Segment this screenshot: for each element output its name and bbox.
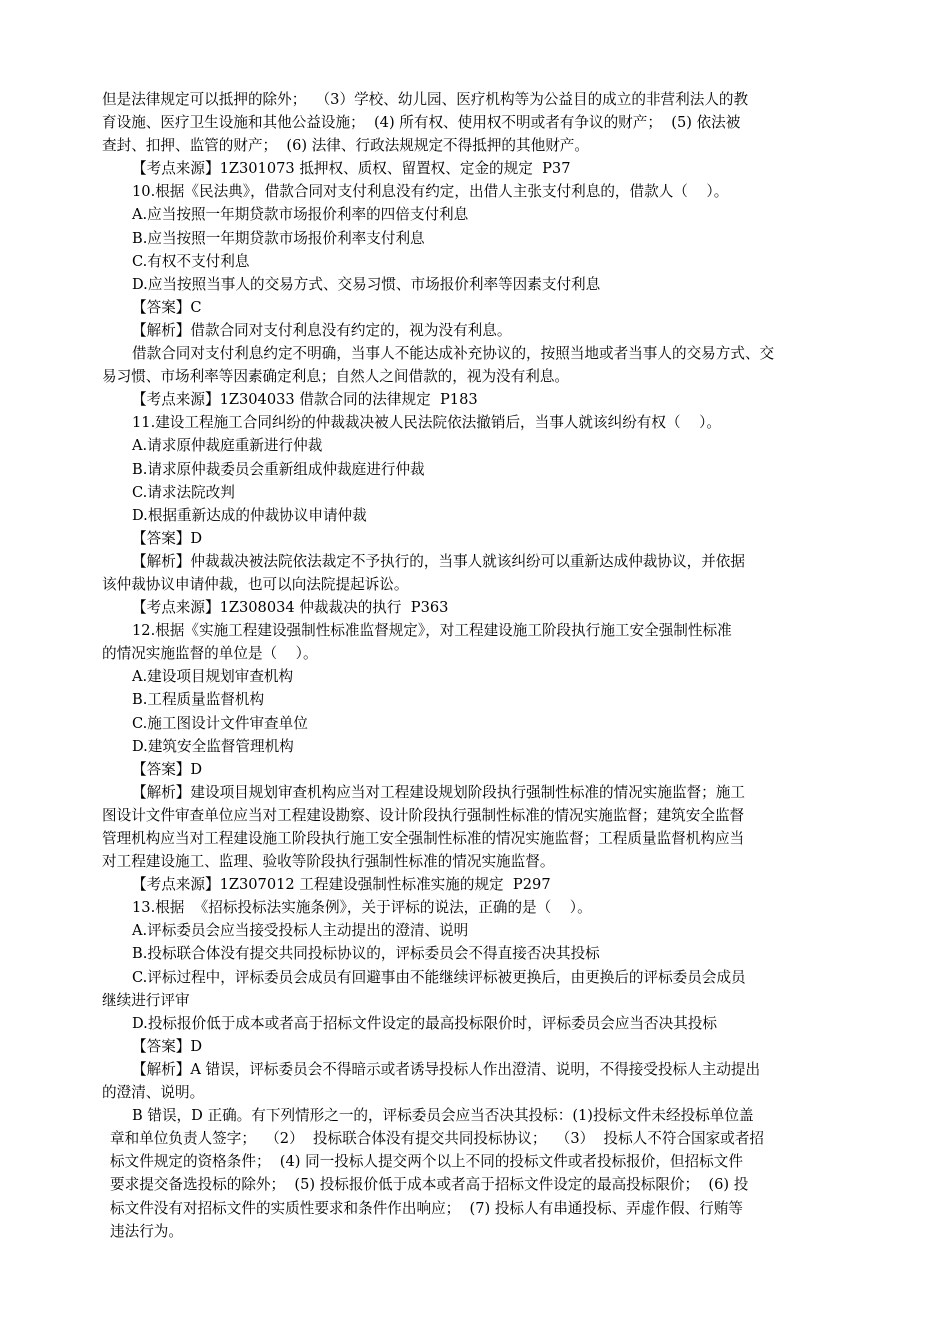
text-line: B.应当按照一年期贷款市场报价利率支付利息 bbox=[132, 229, 425, 247]
text-line: 标文件规定的资格条件； (4) 同一投标人提交两个以上不同的投标文件或者投标报价，但招标文件 bbox=[110, 1153, 743, 1171]
text-line: D.应当按照当事人的交易方式、交易习惯、市场报价利率等因素支付利息 bbox=[132, 275, 601, 293]
text-line: B 错误，D 正确。有下列情形之一的，评标委员会应当否决其投标：(1)投标文件未经投标单位盖 bbox=[132, 1107, 754, 1125]
text-line: 的情况实施监督的单位是（ ）。 bbox=[102, 645, 318, 663]
text-line: 【答案】D bbox=[132, 1037, 203, 1055]
text-line: 的澄清、说明。 bbox=[102, 1084, 205, 1102]
text-line: 13.根据 《招标投标法实施条例》，关于评标的说法，正确的是（ ）。 bbox=[132, 899, 592, 917]
text-line: C.评标过程中，评标委员会成员有回避事由不能继续评标被更换后，由更换后的评标委员会成员 bbox=[132, 968, 746, 986]
text-line: 章和单位负责人签字； （2） 投标联合体没有提交共同投标协议； （3） 投标人不符合国家或者招 bbox=[110, 1130, 765, 1148]
text-line: B.工程质量监督机构 bbox=[132, 691, 265, 709]
document-page bbox=[102, 88, 842, 1243]
text-line: C.请求法院改判 bbox=[132, 483, 235, 501]
text-line: B.请求原仲裁委员会重新组成仲裁庭进行仲裁 bbox=[132, 460, 425, 478]
text-line: 标文件没有对招标文件的实质性要求和条件作出响应； (7) 投标人有串通投标、弄虚作假、行贿等 bbox=[110, 1199, 743, 1217]
text-line: 该仲裁协议申请仲裁，也可以向法院提起诉讼。 bbox=[102, 575, 409, 593]
text-line: 11.建设工程施工合同纠纷的仲裁裁决被人民法院依法撤销后，当事人就该纠纷有权（ ）。 bbox=[132, 414, 722, 432]
text-line: 管理机构应当对工程建设施工阶段执行施工安全强制性标准的情况实施监督；工程质量监督机构应当 bbox=[102, 830, 745, 847]
text-line: D.建筑安全监督管理机构 bbox=[132, 737, 294, 755]
text-line: 【解析】建设项目规划审查机构应当对工程建设规划阶段执行强制性标准的情况实施监督；施工 bbox=[132, 783, 745, 801]
text-line: 【答案】C bbox=[132, 298, 202, 316]
text-line: 继续进行评审 bbox=[102, 991, 190, 1009]
text-line: 【解析】A 错误，评标委员会不得暗示或者诱导投标人作出澄清、说明，不得接受投标人主动提出 bbox=[132, 1060, 761, 1078]
text-line: 10.根据《民法典》，借款合同对支付利息没有约定，出借人主张支付利息的，借款人（ ）。 bbox=[132, 183, 729, 201]
text-line: 【考点来源】1Z301073 抵押权、质权、留置权、定金的规定 P37 bbox=[132, 160, 571, 178]
text-line: 查封、扣押、监管的财产； (6) 法律、行政法规规定不得抵押的其他财产。 bbox=[102, 137, 589, 155]
text-line: 对工程建设施工、监理、验收等阶段执行强制性标准的情况实施监督。 bbox=[102, 853, 555, 871]
text-line: B.投标联合体没有提交共同投标协议的，评标委员会不得直接否决其投标 bbox=[132, 945, 600, 963]
text-line: 12.根据《实施工程建设强制性标准监督规定》，对工程建设施工阶段执行施工安全强制性标准 bbox=[132, 622, 732, 640]
text-line: A.建设项目规划审查机构 bbox=[132, 668, 294, 686]
text-line: 但是法律规定可以抵押的除外； （3）学校、幼儿园、医疗机构等为公益目的成立的非营利法人的教 bbox=[102, 91, 749, 108]
text-line: 【答案】D bbox=[132, 529, 203, 547]
text-line: 育设施、医疗卫生设施和其他公益设施； (4) 所有权、使用权不明或者有争议的财产； (5) 依法被 bbox=[102, 114, 741, 132]
text-line: A.应当按照一年期贷款市场报价利率的四倍支付利息 bbox=[132, 206, 469, 224]
text-line: C.有权不支付利息 bbox=[132, 252, 250, 270]
text-line: A.请求原仲裁庭重新进行仲裁 bbox=[132, 437, 323, 455]
text-line: 图设计文件审查单位应当对工程建设勘察、设计阶段执行强制性标准的情况实施监督；建筑安全监督 bbox=[102, 806, 745, 824]
text-line: C.施工图设计文件审查单位 bbox=[132, 714, 308, 732]
text-line: 违法行为。 bbox=[110, 1222, 183, 1240]
text-line: 借款合同对支付利息约定不明确，当事人不能达成补充协议的，按照当地或者当事人的交易方式、交 bbox=[132, 345, 775, 363]
text-line: 要求提交备选投标的除外； (5) 投标报价低于成本或者高于招标文件设定的最高投标限价； (6) 投 bbox=[110, 1176, 749, 1194]
text-line: A.评标委员会应当接受投标人主动提出的澄清、说明 bbox=[132, 922, 469, 940]
text-line: 【考点来源】1Z307012 工程建设强制性标准实施的规定 P297 bbox=[132, 876, 551, 894]
text-line: 【考点来源】1Z308034 仲裁裁决的执行 P363 bbox=[132, 599, 449, 617]
text-line: 易习惯、市场利率等因素确定利息；自然人之间借款的，视为没有利息。 bbox=[102, 368, 570, 386]
text-line: D.投标报价低于成本或者高于招标文件设定的最高投标限价时，评标委员会应当否决其投标 bbox=[132, 1014, 717, 1032]
text-line: D.根据重新达成的仲裁协议申请仲裁 bbox=[132, 506, 367, 524]
text-line: 【解析】借款合同对支付利息没有约定的，视为没有利息。 bbox=[132, 321, 512, 339]
text-line: 【答案】D bbox=[132, 760, 203, 778]
text-line: 【解析】仲裁裁决被法院依法裁定不予执行的，当事人就该纠纷可以重新达成仲裁协议，并依据 bbox=[132, 552, 745, 570]
text-line: 【考点来源】1Z304033 借款合同的法律规定 P183 bbox=[132, 391, 478, 409]
